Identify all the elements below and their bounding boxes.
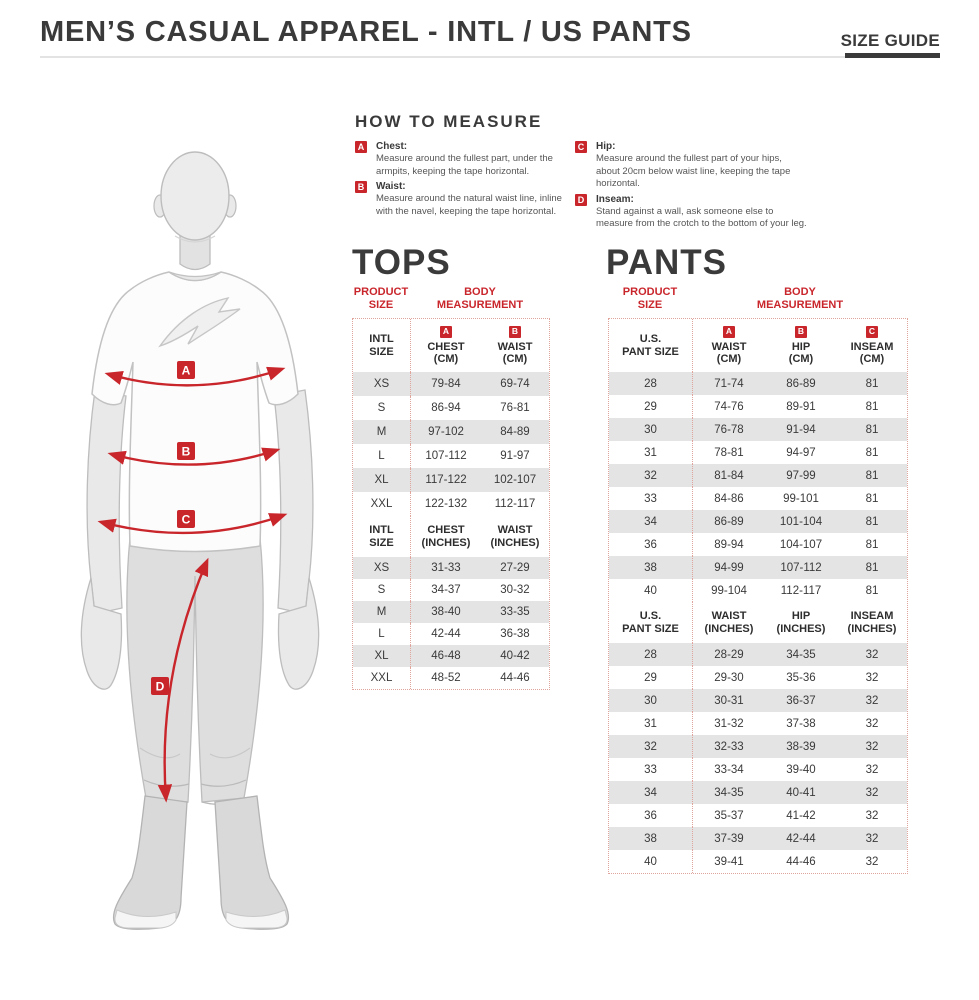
value-cell: 31-32	[714, 717, 744, 730]
size-cell: M	[353, 601, 411, 623]
column-header-line: SIZE	[369, 536, 394, 549]
value-cell: 42-44	[431, 628, 461, 640]
size-cell: S	[353, 396, 411, 420]
body-measurement-header	[692, 286, 908, 312]
body-measurement-header	[410, 286, 550, 312]
table-row	[353, 557, 549, 579]
column-header-chest-cm	[411, 319, 481, 372]
table-row	[609, 510, 907, 533]
value-cell: 74-76	[714, 400, 744, 413]
how-to-measure-column-right	[575, 140, 807, 233]
body-measurement-line: BODY	[784, 286, 816, 298]
size-cell: 29	[609, 395, 693, 418]
column-header-us-pant-size	[609, 319, 693, 372]
tops-title: TOPS	[352, 243, 451, 282]
figure-badge-b-label: B	[181, 444, 191, 459]
size-cell: 33	[609, 758, 693, 781]
value-cell: 46-48	[431, 650, 461, 662]
column-header-intl-size	[353, 319, 411, 372]
column-header-line: CHEST	[427, 340, 465, 353]
table-row	[609, 487, 907, 510]
column-header-intl-size	[353, 516, 411, 557]
value-cell: 32	[865, 648, 879, 661]
pants-inches-rows	[609, 643, 907, 873]
value-cell: 35-36	[786, 671, 816, 684]
measure-item-chest	[355, 140, 571, 178]
column-header-waist-inches	[481, 516, 549, 557]
column-header-line: WAIST	[497, 524, 533, 536]
column-header-chest-inches	[411, 516, 481, 557]
column-header-line: (INCHES)	[421, 536, 471, 549]
value-cell: 81	[865, 538, 879, 551]
size-cell: 28	[609, 372, 693, 395]
value-cell: 94-99	[714, 561, 744, 574]
column-header-line: INTL	[369, 524, 394, 536]
table-row	[609, 533, 907, 556]
pants-group-headers	[608, 286, 908, 312]
measure-text: Stand against a wall, ask someone else to measure from the crotch to the bottom of your leg.	[596, 205, 807, 229]
value-cell: 35-37	[714, 809, 744, 822]
size-cell: M	[353, 420, 411, 444]
value-cell: 28-29	[714, 648, 744, 661]
table-row	[609, 781, 907, 804]
value-cell: 81	[865, 584, 879, 597]
table-row	[609, 556, 907, 579]
body-measurement-line: MEASUREMENT	[436, 299, 524, 311]
value-cell: 84-86	[714, 492, 744, 505]
measure-badge-d: D	[575, 194, 587, 206]
value-cell: 30-32	[500, 584, 530, 596]
value-cell: 32-33	[714, 740, 744, 753]
value-cell: 107-112	[780, 561, 822, 574]
page-title: MEN’S CASUAL APPAREL - INTL / US PANTS	[40, 16, 692, 48]
table-row	[609, 689, 907, 712]
product-size-line: PRODUCT	[353, 286, 409, 298]
size-cell: XXL	[353, 492, 411, 516]
column-header-line: INTL	[369, 333, 394, 345]
header-divider	[40, 56, 940, 58]
size-cell: XS	[353, 557, 411, 579]
value-cell: 112-117	[780, 584, 822, 597]
value-cell: 97-99	[786, 469, 816, 482]
measure-badge-a: A	[355, 141, 367, 153]
column-header-line: PANT SIZE	[622, 622, 679, 635]
column-header-line: (CM)	[788, 353, 814, 365]
column-header-inseam-cm	[837, 319, 907, 372]
value-cell: 32	[865, 855, 879, 868]
size-cell: XS	[353, 372, 411, 396]
pants-inches-header-row	[609, 602, 907, 643]
figure-left-arm	[87, 390, 126, 614]
value-cell: 30-31	[714, 694, 744, 707]
body-measurement-line: BODY	[464, 286, 496, 298]
value-cell: 38-40	[431, 606, 461, 618]
value-cell: 40-41	[786, 786, 816, 799]
table-row	[609, 735, 907, 758]
tops-group-headers	[352, 286, 550, 312]
size-cell: 28	[609, 643, 693, 666]
value-cell: 39-40	[786, 763, 816, 776]
size-cell: L	[353, 444, 411, 468]
measure-label: Waist:	[376, 181, 406, 192]
column-header-line: U.S.	[639, 333, 662, 345]
value-cell: 84-89	[500, 426, 530, 438]
pants-table	[608, 318, 908, 874]
value-cell: 112-117	[494, 498, 536, 510]
measure-ref-badge-b: B	[509, 326, 521, 338]
column-header-line: (CM)	[859, 353, 885, 365]
tops-inches-rows	[353, 557, 549, 689]
measure-badge-b: B	[355, 181, 367, 193]
size-cell: 40	[609, 579, 693, 602]
column-header-line: (INCHES)	[847, 622, 897, 635]
value-cell: 32	[865, 763, 879, 776]
table-row	[353, 601, 549, 623]
column-header-waist-inches	[693, 602, 765, 643]
value-cell: 39-41	[714, 855, 744, 868]
table-row	[609, 804, 907, 827]
table-row	[609, 643, 907, 666]
value-cell: 32	[865, 786, 879, 799]
value-cell: 32	[865, 694, 879, 707]
product-size-line: SIZE	[637, 299, 663, 311]
column-header-hip-cm	[765, 319, 837, 372]
value-cell: 107-112	[425, 450, 467, 462]
value-cell: 99-101	[783, 492, 819, 505]
table-row	[609, 712, 907, 735]
value-cell: 86-89	[786, 377, 816, 390]
column-header-line: HIP	[791, 340, 811, 353]
size-cell: 30	[609, 418, 693, 441]
table-row	[609, 579, 907, 602]
value-cell: 81	[865, 469, 879, 482]
measure-item-hip	[575, 140, 807, 191]
body-measurement-line: MEASUREMENT	[756, 299, 844, 311]
value-cell: 40-42	[500, 650, 530, 662]
column-header-waist-cm	[481, 319, 549, 372]
table-row	[353, 623, 549, 645]
figure-badge-c-label: C	[181, 512, 191, 527]
column-header-line: WAIST	[711, 610, 747, 622]
value-cell: 91-94	[786, 423, 816, 436]
tops-cm-rows	[353, 372, 549, 516]
value-cell: 104-107	[779, 538, 823, 551]
product-size-line: PRODUCT	[622, 286, 678, 298]
size-cell: 31	[609, 441, 693, 464]
column-header-line: U.S.	[639, 610, 662, 622]
size-cell: XXL	[353, 667, 411, 689]
measure-text: Measure around the fullest part, under the armpits, keeping the tape horizontal.	[376, 153, 553, 177]
value-cell: 41-42	[786, 809, 816, 822]
body-measurement-figure	[60, 148, 340, 938]
value-cell: 34-35	[786, 648, 816, 661]
column-header-inseam-inches	[837, 602, 907, 643]
size-guide-underline	[845, 53, 940, 58]
measure-ref-badge-c: C	[866, 326, 878, 338]
size-cell: S	[353, 579, 411, 601]
table-row	[609, 372, 907, 395]
value-cell: 32	[865, 671, 879, 684]
product-size-header	[608, 286, 692, 312]
value-cell: 79-84	[431, 378, 461, 390]
column-header-line: WAIST	[711, 340, 747, 353]
value-cell: 81-84	[714, 469, 744, 482]
value-cell: 86-94	[431, 402, 461, 414]
figure-man	[81, 152, 318, 929]
size-cell: 32	[609, 464, 693, 487]
value-cell: 81	[865, 561, 879, 574]
size-cell: 30	[609, 689, 693, 712]
value-cell: 101-104	[779, 515, 823, 528]
column-header-line: CHEST	[427, 524, 465, 536]
figure-badge-d-label: D	[155, 679, 165, 694]
measure-text: Measure around the natural waist line, inline with the navel, keeping the tape horizontal.	[376, 193, 562, 217]
pants-cm-header-row	[609, 319, 907, 372]
table-row	[353, 444, 549, 468]
value-cell: 91-97	[500, 450, 530, 462]
value-cell: 44-46	[786, 855, 816, 868]
table-row	[609, 464, 907, 487]
measure-label: Inseam:	[596, 193, 634, 205]
value-cell: 76-78	[714, 423, 744, 436]
size-cell: 38	[609, 827, 693, 850]
figure-pants	[127, 538, 263, 802]
measure-item-waist	[355, 180, 571, 218]
measure-label: Hip:	[596, 141, 616, 152]
how-to-measure-column-left	[355, 140, 571, 220]
value-cell: 27-29	[500, 562, 530, 574]
value-cell: 81	[865, 515, 879, 528]
pants-cm-rows	[609, 372, 907, 602]
size-cell: 36	[609, 804, 693, 827]
value-cell: 34-37	[431, 584, 461, 596]
column-header-line: (INCHES)	[704, 622, 754, 635]
column-header-line: (CM)	[716, 353, 742, 365]
value-cell: 81	[865, 377, 879, 390]
value-cell: 42-44	[786, 832, 816, 845]
table-row	[609, 666, 907, 689]
size-cell: 38	[609, 556, 693, 579]
size-cell: XL	[353, 468, 411, 492]
column-header-line: (CM)	[502, 353, 528, 365]
value-cell: 89-94	[714, 538, 744, 551]
value-cell: 37-38	[786, 717, 816, 730]
tops-inches-header-row	[353, 516, 549, 557]
value-cell: 31-33	[431, 562, 461, 574]
table-row	[353, 468, 549, 492]
value-cell: 86-89	[714, 515, 744, 528]
value-cell: 32	[865, 717, 879, 730]
size-cell: 31	[609, 712, 693, 735]
product-size-line: SIZE	[368, 299, 394, 311]
value-cell: 76-81	[500, 402, 530, 414]
value-cell: 48-52	[431, 672, 461, 684]
value-cell: 32	[865, 740, 879, 753]
size-cell: XL	[353, 645, 411, 667]
size-cell: L	[353, 623, 411, 645]
value-cell: 44-46	[500, 672, 530, 684]
value-cell: 89-91	[786, 400, 816, 413]
value-cell: 99-104	[711, 584, 747, 597]
size-cell: 32	[609, 735, 693, 758]
value-cell: 117-122	[425, 474, 467, 486]
value-cell: 33-34	[714, 763, 744, 776]
value-cell: 81	[865, 423, 879, 436]
table-row	[609, 850, 907, 873]
table-row	[353, 396, 549, 420]
value-cell: 94-97	[786, 446, 816, 459]
column-header-line: (CM)	[433, 353, 459, 365]
value-cell: 36-37	[786, 694, 816, 707]
column-header-us-pant-size	[609, 602, 693, 643]
value-cell: 102-107	[493, 474, 537, 486]
measure-item-inseam	[575, 193, 807, 231]
column-header-hip-inches	[765, 602, 837, 643]
tops-cm-header-row	[353, 319, 549, 372]
value-cell: 33-35	[500, 606, 530, 618]
column-header-waist-cm	[693, 319, 765, 372]
tops-table	[352, 318, 550, 690]
value-cell: 71-74	[714, 377, 744, 390]
how-to-measure-title: HOW TO MEASURE	[355, 112, 543, 131]
column-header-line: SIZE	[369, 345, 394, 358]
value-cell: 122-132	[424, 498, 468, 510]
value-cell: 97-102	[428, 426, 464, 438]
column-header-line: INSEAM	[850, 610, 894, 622]
column-header-line: HIP	[791, 610, 811, 622]
value-cell: 78-81	[714, 446, 744, 459]
figure-head	[161, 152, 229, 240]
measure-ref-badge-a: A	[723, 326, 735, 338]
size-guide-label: SIZE GUIDE	[840, 31, 940, 50]
table-row	[353, 667, 549, 689]
column-header-line: WAIST	[497, 340, 533, 353]
value-cell: 81	[865, 492, 879, 505]
table-row	[609, 827, 907, 850]
pants-title: PANTS	[606, 243, 728, 282]
value-cell: 36-38	[500, 628, 530, 640]
measure-label: Chest:	[376, 141, 408, 152]
column-header-line: (INCHES)	[776, 622, 826, 635]
table-row	[353, 492, 549, 516]
size-cell: 34	[609, 781, 693, 804]
size-cell: 40	[609, 850, 693, 873]
table-row	[353, 645, 549, 667]
figure-badge-a-label: A	[181, 363, 191, 378]
value-cell: 69-74	[500, 378, 530, 390]
figure-right-arm	[274, 390, 313, 614]
figure-right-boot	[215, 796, 288, 929]
value-cell: 38-39	[786, 740, 816, 753]
value-cell: 37-39	[714, 832, 744, 845]
table-row	[609, 418, 907, 441]
measure-ref-badge-b: B	[795, 326, 807, 338]
measure-text: Measure around the fullest part of your hips, about 20cm below waist line, keeping the tape horizontal.	[596, 153, 791, 189]
table-row	[353, 372, 549, 396]
size-cell: 29	[609, 666, 693, 689]
size-cell: 34	[609, 510, 693, 533]
figure-left-boot	[114, 796, 187, 929]
value-cell: 34-35	[714, 786, 744, 799]
value-cell: 32	[865, 809, 879, 822]
column-header-line: PANT SIZE	[622, 345, 679, 358]
value-cell: 81	[865, 400, 879, 413]
column-header-line: (INCHES)	[490, 536, 540, 549]
value-cell: 81	[865, 446, 879, 459]
size-cell: 33	[609, 487, 693, 510]
measure-badge-c: C	[575, 141, 587, 153]
table-row	[609, 395, 907, 418]
measure-ref-badge-a: A	[440, 326, 452, 338]
value-cell: 29-30	[714, 671, 744, 684]
size-cell: 36	[609, 533, 693, 556]
column-header-line: INSEAM	[850, 340, 894, 353]
product-size-header	[352, 286, 410, 312]
table-row	[353, 420, 549, 444]
table-row	[353, 579, 549, 601]
table-row	[609, 441, 907, 464]
table-row	[609, 758, 907, 781]
value-cell: 32	[865, 832, 879, 845]
